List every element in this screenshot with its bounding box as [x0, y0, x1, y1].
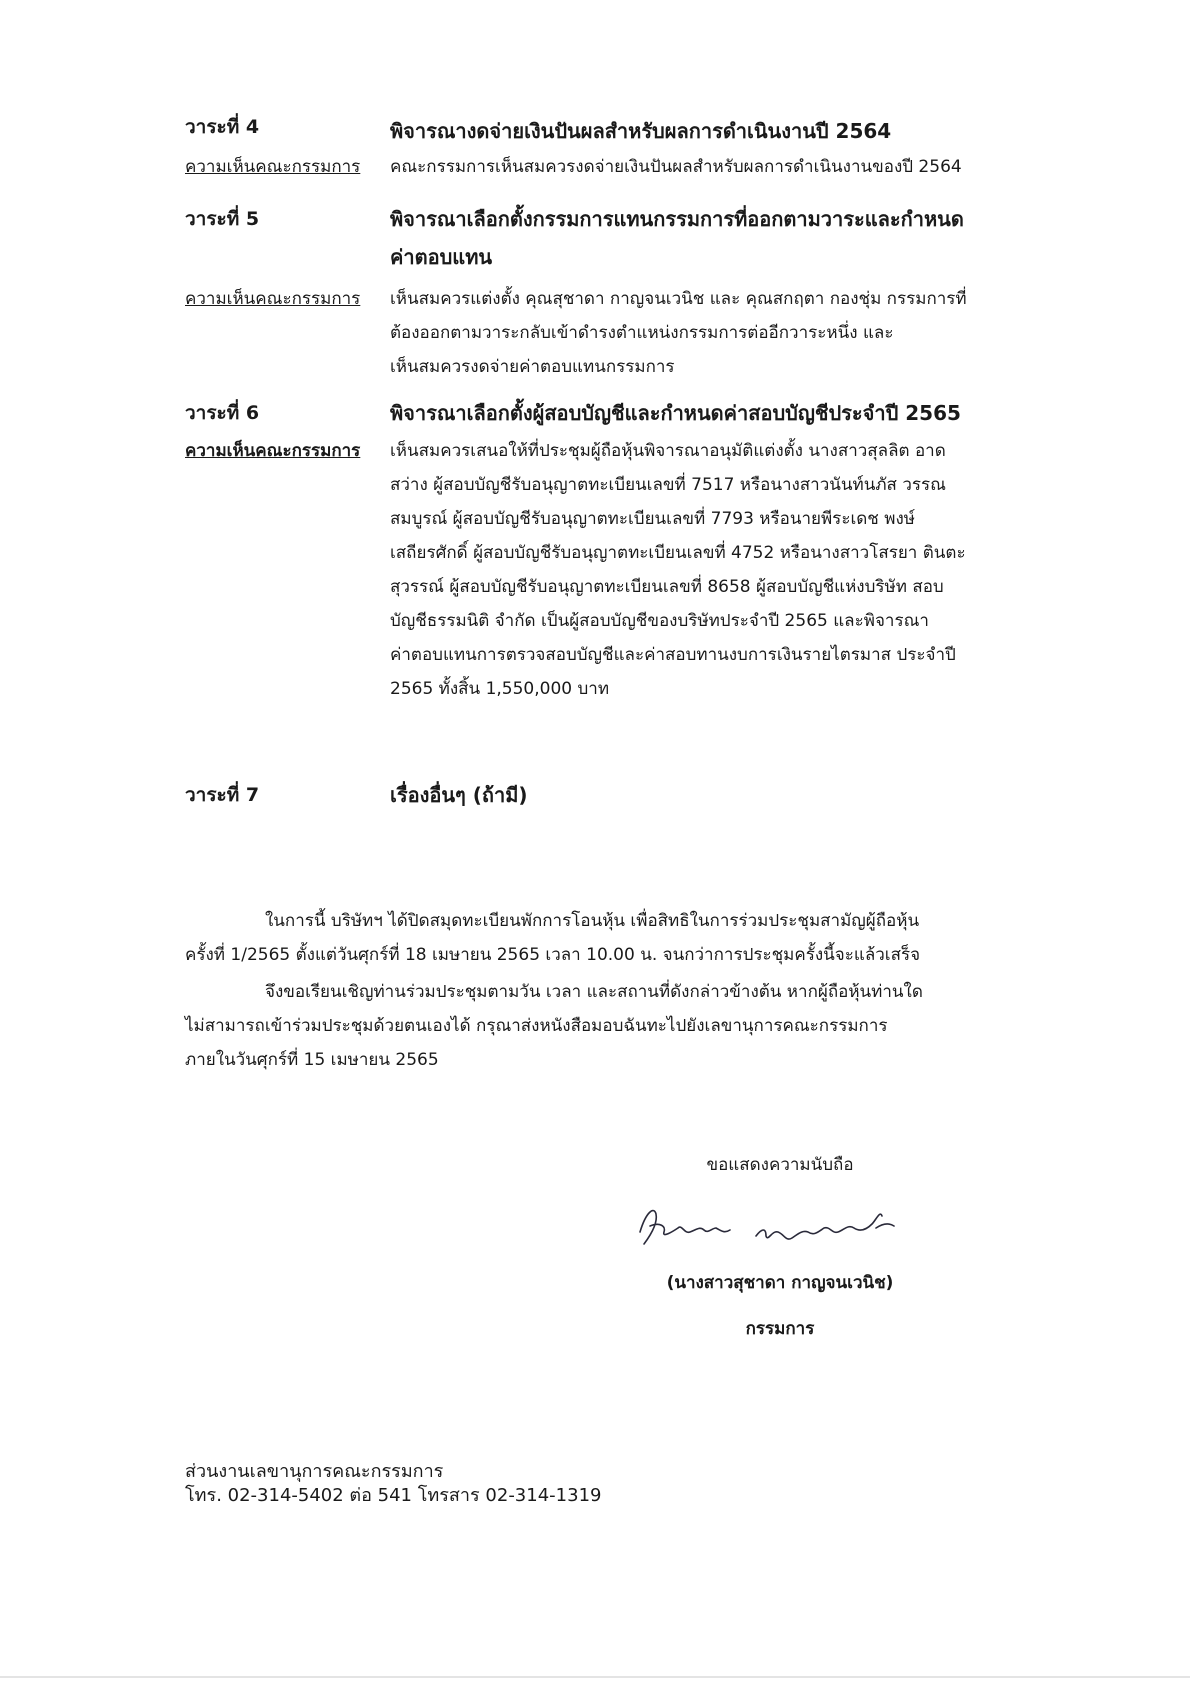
agenda-6-label: วาระที่ 6 [185, 402, 260, 424]
opinion-line: เสถียรศักดิ์ ผู้สอบบัญชีรับอนุญาตทะเบียนเลขที่ 4752 หรือนางสาวโสรยา ตินตะ [390, 543, 966, 563]
opinion-line: ต้องออกตามวาระกลับเข้าดำรงตำแหน่งกรรมการต่ออีกวาระหนึ่ง และ [390, 323, 894, 343]
opinion-line: สมบูรณ์ ผู้สอบบัญชีรับอนุญาตทะเบียนเลขที่ 7793 หรือนายพีระเดช พงษ์ [390, 509, 915, 529]
scan-edge-line [0, 1676, 1190, 1678]
agenda-item-5 [185, 200, 1050, 384]
agenda-5-label: วาระที่ 5 [185, 208, 260, 230]
agenda-5-opinion-text [390, 282, 1050, 384]
opinion-line: 2565 ทั้งสิ้น 1,550,000 บาท [390, 679, 610, 699]
closing-paragraph-2 [185, 975, 1050, 1077]
signer-position: กรรมการ [745, 1319, 815, 1339]
contact-numbers: โทร. 02-314-5402 ต่อ 541 โทรสาร 02-314-1319 [185, 1485, 602, 1506]
agenda-4-opinion-label: ความเห็นคณะกรรมการ [185, 157, 361, 177]
signature-block [620, 1150, 940, 1344]
agenda-4-label: วาระที่ 4 [185, 116, 260, 138]
agenda-item-6 [185, 394, 1050, 706]
paragraph-line: ไม่สามารถเข้าร่วมประชุมด้วยตนเองได้ กรุณาส่งหนังสือมอบฉันทะไปยังเลขานุการคณะกรรมการ [185, 1016, 888, 1036]
regards-text: ขอแสดงความนับถือ [706, 1155, 854, 1175]
opinion-line: บัญชีธรรมนิติ จำกัด เป็นผู้สอบบัญชีของบริษัทประจำปี 2565 และพิจารณา [390, 611, 929, 631]
paragraph-line: ในการนี้ บริษัทฯ ได้ปิดสมุดทะเบียนพักการโอนหุ้น เพื่อสิทธิในการร่วมประชุมสามัญผู้ถือหุ้น [265, 911, 920, 931]
agenda-5-opinion-label: ความเห็นคณะกรรมการ [185, 289, 361, 309]
department-name: ส่วนงานเลขานุการคณะกรรมการ [185, 1461, 444, 1482]
agenda-5-title-line-1: พิจารณาเลือกตั้งกรรมการแทนกรรมการที่ออกตามวาระและกำหนด [390, 207, 964, 231]
agenda-6-opinion-text [390, 434, 1050, 706]
opinion-line: ค่าตอบแทนการตรวจสอบบัญชีและค่าสอบทานงบการเงินรายไตรมาส ประจำปี [390, 645, 956, 665]
opinion-line: เห็นสมควรงดจ่ายค่าตอบแทนกรรมการ [390, 357, 675, 377]
agenda-6-opinion-label: ความเห็นคณะกรรมการ [185, 441, 361, 461]
paragraph-line: ภายในวันศุกร์ที่ 15 เมษายน 2565 [185, 1050, 439, 1070]
agenda-7-label: วาระที่ 7 [185, 784, 260, 806]
agenda-7-title: เรื่องอื่นๆ (ถ้ามี) [390, 783, 528, 807]
closing-paragraph-1 [185, 904, 1050, 972]
agenda-item-4 [185, 112, 1050, 184]
opinion-line: สว่าง ผู้สอบบัญชีรับอนุญาตทะเบียนเลขที่ 7517 หรือนางสาวนันท์นภัส วรรณ [390, 475, 946, 495]
agenda-5-title-line-2: ค่าตอบแทน [390, 245, 493, 269]
agenda-4-opinion-text: คณะกรรมการเห็นสมควรงดจ่ายเงินปันผลสำหรับผลการดำเนินงานของปี 2564 [390, 157, 962, 177]
opinion-line: เห็นสมควรแต่งตั้ง คุณสุชาดา กาญจนเวนิช และ คุณสกฤตา กองชุ่ม กรรมการที่ [390, 289, 967, 309]
agenda-4-title: พิจารณางดจ่ายเงินปันผลสำหรับผลการดำเนินงานปี 2564 [390, 119, 892, 143]
agenda-6-title: พิจารณาเลือกตั้งผู้สอบบัญชีและกำหนดค่าสอบบัญชีประจำปี 2565 [390, 401, 961, 425]
paragraph-line: ครั้งที่ 1/2565 ตั้งแต่วันศุกร์ที่ 18 เมษายน 2565 เวลา 10.00 น. จนกว่าการประชุมครั้งนี้จะแล้วเสร็จ [185, 945, 921, 965]
contact-footer [185, 1460, 601, 1508]
opinion-line: สุวรรณ์ ผู้สอบบัญชีรับอนุญาตทะเบียนเลขที่ 8658 ผู้สอบบัญชีแห่งบริษัท สอบ [390, 577, 944, 597]
signer-name: (นางสาวสุชาดา กาญจนเวนิช) [666, 1273, 894, 1293]
agenda-item-7 [185, 776, 1050, 814]
handwritten-signature [620, 1192, 940, 1262]
opinion-line: เห็นสมควรเสนอให้ที่ประชุมผู้ถือหุ้นพิจารณาอนุมัติแต่งตั้ง นางสาวสุลลิต อาด [390, 441, 946, 461]
paragraph-line: จึงขอเรียนเชิญท่านร่วมประชุมตามวัน เวลา และสถานที่ดังกล่าวข้างต้น หากผู้ถือหุ้นท่านใด [265, 982, 923, 1002]
